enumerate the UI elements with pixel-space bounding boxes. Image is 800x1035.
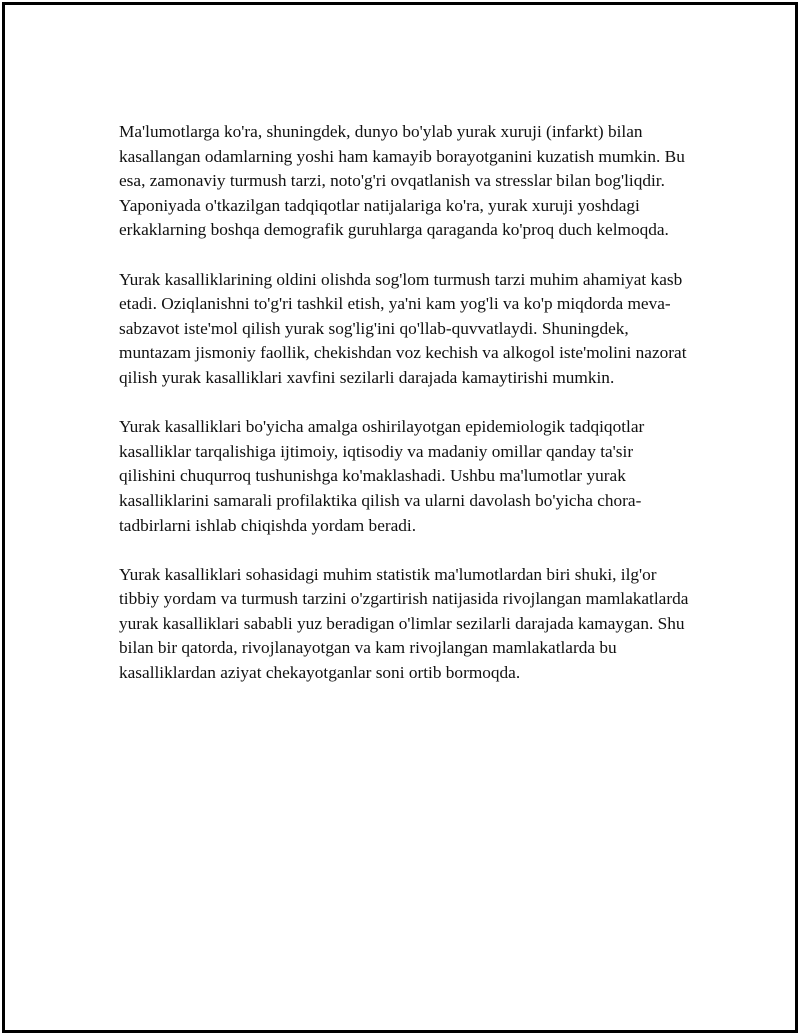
paragraph-1: Ma'lumotlarga ko'ra, shuningdek, dunyo bo'ylab yurak xuruji (infarkt) bilan kasallangan odamlarning yoshi ham kamayib borayotganini kuzatish mumkin. Bu esa, zamonaviy turmush tarzi, noto'g'ri ovqatlanish va stresslar bilan bog'liqdir. Yaponiyada o'tkazilgan tadqiqotlar natijalariga ko'ra, yurak xuruji yoshdagi erkaklarning boshqa demografik guruhlarga qaraganda ko'proq duch kelmoqda. [119, 122, 685, 240]
paragraph-2: Yurak kasalliklarining oldini olishda sog'lom turmush tarzi muhim ahamiyat kasb etadi. Oziqlanishni to'g'ri tashkil etish, ya'ni kam yog'li va ko'p miqdorda meva-sabzavot iste'mol qilish yurak sog'lig'ini qo'llab-quvvatlaydi. Shuningdek, muntazam jismoniy faollik, chekishdan voz kechish va alkogol iste'molini nazorat qilish yurak kasalliklari xavfini sezilarli darajada kamaytirishi mumkin. [119, 269, 687, 387]
page-frame [2, 2, 798, 1033]
paragraph-3: Yurak kasalliklari bo'yicha amalga oshirilayotgan epidemiologik tadqiqotlar kasalliklar tarqalishiga ijtimoiy, iqtisodiy va madaniy omillar qanday ta'sir qilishini chuqurroq tushunishga ko'maklashadi. Ushbu ma'lumotlar yurak kasalliklarini samarali profilaktika qilish va ularni davolash bo'yicha chora-tadbirlarni ishlab chiqishda yordam beradi. [119, 417, 645, 535]
document-body [119, 120, 689, 686]
paragraph-4: Yurak kasalliklari sohasidagi muhim statistik ma'lumotlardan biri shuki, ilg'or tibbiy yordam va turmush tarzini o'zgartirish natijasida rivojlangan mamlakatlarda yurak kasalliklari sababli yuz beradigan o'limlar sezilarli darajada kamaygan. Shu bilan bir qatorda, rivojlanayotgan va kam rivojlangan mamlakatlarda bu kasalliklardan aziyat chekayotganlar soni ortib bormoqda. [119, 564, 689, 683]
